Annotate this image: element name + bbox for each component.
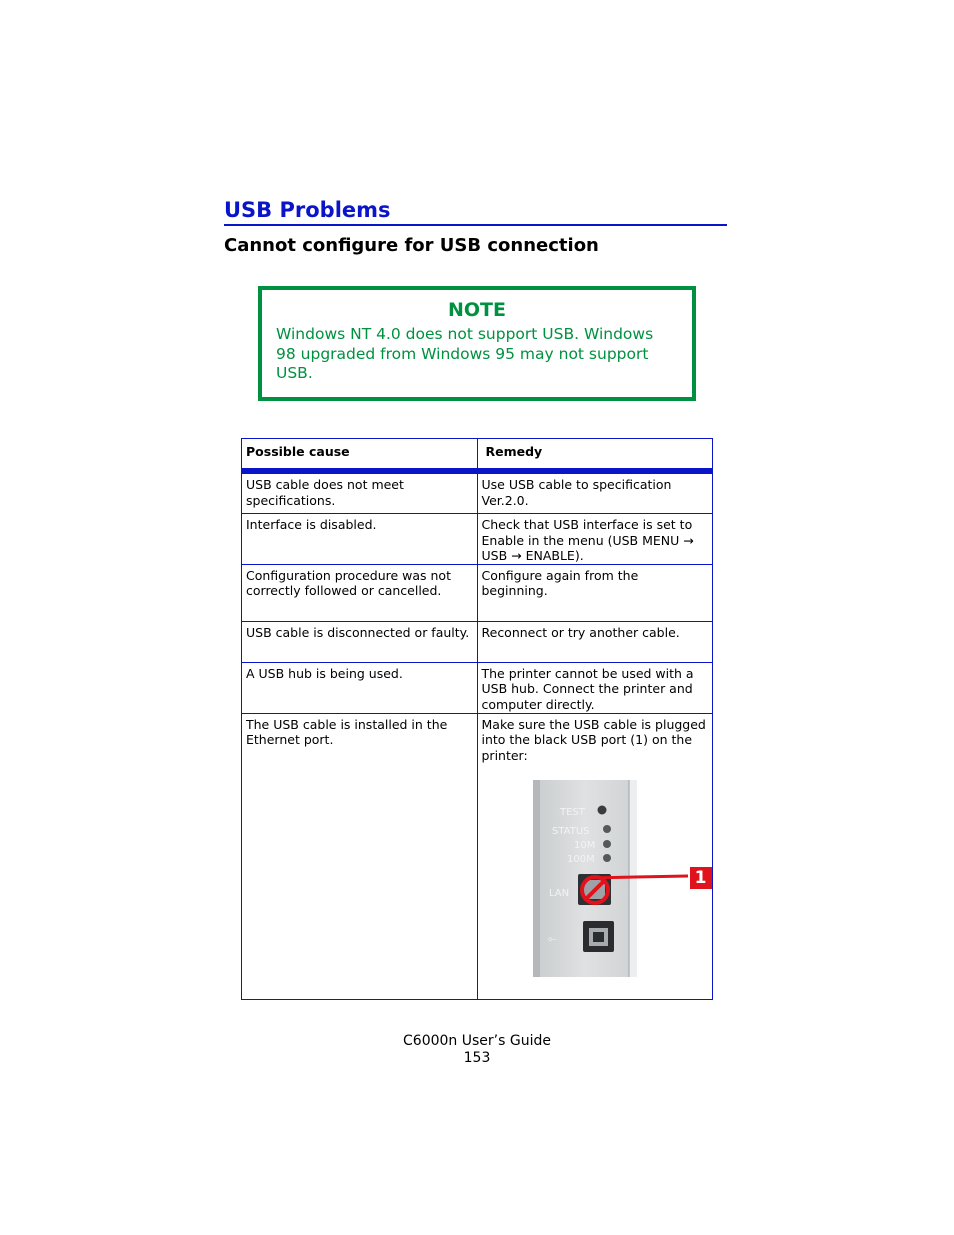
label-100m: 100M bbox=[566, 853, 595, 865]
cause-cell: Interface is disabled. bbox=[242, 514, 478, 565]
footer-page-number: 153 bbox=[463, 1050, 491, 1066]
usb-port-core bbox=[593, 932, 604, 942]
test-button bbox=[597, 805, 606, 814]
label-status: STATUS bbox=[551, 825, 590, 837]
remedy-text: Make sure the USB cable is plugged into the black USB port (1) on the printer: bbox=[481, 716, 706, 763]
footer-guide-title: C6000n User’s Guide bbox=[403, 1033, 551, 1049]
table-row bbox=[242, 713, 713, 999]
status-led bbox=[603, 825, 611, 833]
table-row bbox=[242, 621, 713, 662]
cause-cell: The USB cable is installed in the Ethernet port. bbox=[242, 713, 478, 999]
note-title: NOTE bbox=[448, 299, 506, 321]
section-title bbox=[224, 196, 727, 226]
remedy-cell: Use USB cable to specification Ver.2.0. bbox=[477, 471, 713, 514]
remedy-cell: Reconnect or try another cable. bbox=[477, 621, 713, 662]
panel-edge-left bbox=[533, 780, 540, 977]
table-header-row bbox=[242, 439, 713, 472]
remedy-cell: Configure again from the beginning. bbox=[477, 564, 713, 621]
remedy-cell: Check that USB interface is set to Enable in the menu (USB MENU → USB → ENABLE). bbox=[477, 514, 713, 565]
table-row bbox=[242, 564, 713, 621]
table-row bbox=[242, 514, 713, 565]
page-footer bbox=[0, 1033, 954, 1067]
note-text: Windows NT 4.0 does not support USB. Windows 98 upgraded from Windows 95 may not support USB. bbox=[276, 325, 654, 382]
10m-led bbox=[603, 840, 611, 848]
table-row bbox=[242, 662, 713, 713]
troubleshooting-table bbox=[241, 438, 713, 1000]
cause-cell: USB cable does not meet specifications. bbox=[242, 471, 478, 514]
usb-symbol-icon: ⟜ bbox=[547, 931, 557, 945]
callout-line bbox=[588, 876, 688, 878]
header-possible-cause: Possible cause bbox=[242, 439, 478, 472]
label-test: TEST bbox=[559, 806, 585, 818]
remedy-cell-with-figure bbox=[477, 713, 713, 999]
section-title-text: USB Problems bbox=[224, 198, 395, 222]
cause-cell: Configuration procedure was not correctly followed or cancelled. bbox=[242, 564, 478, 621]
table-row bbox=[242, 471, 713, 514]
cause-cell: A USB hub is being used. bbox=[242, 662, 478, 713]
cause-cell: USB cable is disconnected or faulty. bbox=[242, 621, 478, 662]
note-box bbox=[258, 286, 696, 401]
header-remedy: Remedy bbox=[477, 439, 713, 472]
label-10m: 10M bbox=[573, 839, 595, 851]
subheading: Cannot configure for USB connection bbox=[224, 235, 599, 256]
label-lan: LAN bbox=[548, 887, 569, 899]
callout-badge: 1 bbox=[690, 867, 712, 889]
remedy-cell: The printer cannot be used with a USB hub. Connect the printer and computer directly. bbox=[477, 662, 713, 713]
